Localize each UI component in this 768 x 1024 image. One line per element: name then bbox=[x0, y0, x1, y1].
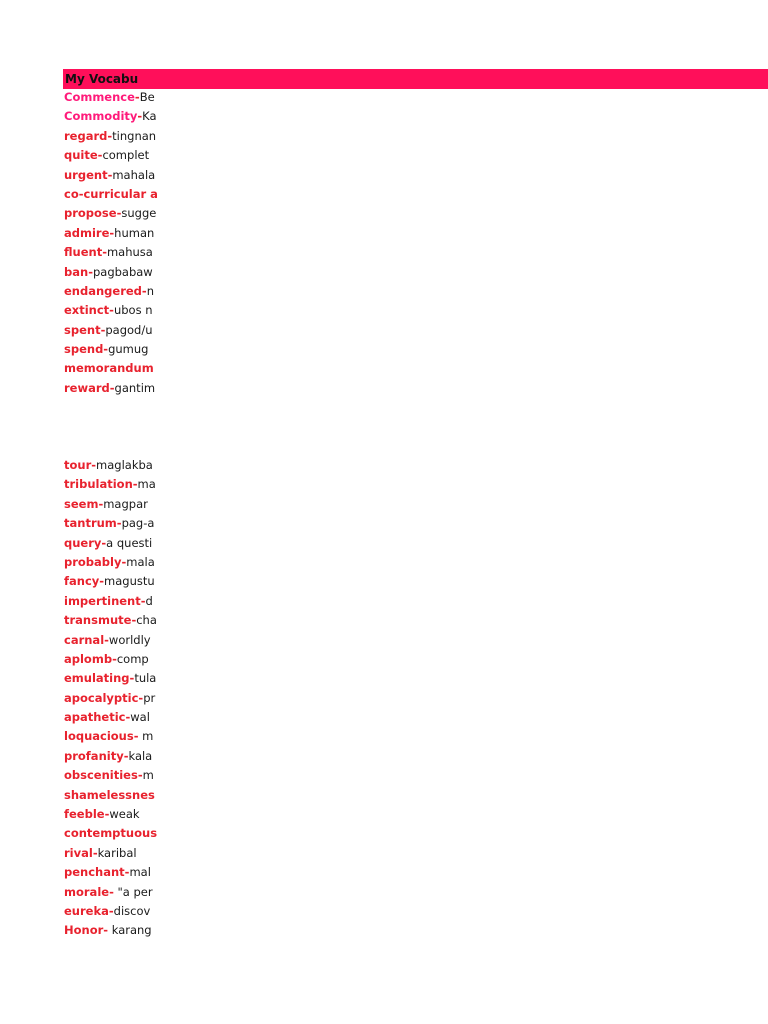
vocab-term: co-curricular a bbox=[64, 186, 158, 201]
vocab-definition: discov bbox=[113, 903, 151, 918]
vocab-entry bbox=[64, 631, 151, 650]
vocab-definition: "a per bbox=[113, 884, 153, 899]
vocab-entry bbox=[64, 766, 154, 785]
vocab-term: query bbox=[64, 535, 102, 550]
vocab-entry bbox=[64, 146, 150, 165]
vocabulary-list-2 bbox=[64, 456, 158, 941]
vocab-separator: - bbox=[137, 768, 143, 783]
vocab-entry bbox=[64, 650, 149, 669]
vocab-term: transmute bbox=[64, 613, 132, 628]
vocab-term: profanity bbox=[64, 748, 124, 763]
vocab-definition: pr bbox=[143, 690, 156, 705]
vocab-entry bbox=[64, 553, 155, 572]
vocab-separator: - bbox=[92, 845, 98, 860]
vocab-definition: gumug bbox=[108, 342, 149, 357]
vocab-separator: - bbox=[98, 496, 104, 511]
vocab-definition: wal bbox=[130, 710, 150, 725]
vocab-definition: n bbox=[146, 283, 154, 298]
vocab-entry bbox=[64, 747, 153, 766]
vocab-definition: d bbox=[145, 593, 153, 608]
vocab-definition: karibal bbox=[97, 845, 137, 860]
vocab-term: endangered bbox=[64, 283, 142, 298]
vocab-term: carnal bbox=[64, 632, 105, 647]
vocab-entry bbox=[64, 611, 157, 630]
vocab-separator: - bbox=[107, 128, 113, 143]
vocab-term: seem bbox=[64, 496, 99, 511]
vocab-entry bbox=[64, 321, 153, 340]
vocab-term: loquacious bbox=[64, 729, 134, 744]
vocab-term: tour bbox=[64, 458, 92, 472]
vocab-separator: - bbox=[137, 109, 143, 124]
vocab-term: Honor bbox=[64, 923, 104, 938]
vocab-definition: maglakba bbox=[96, 458, 153, 472]
vocab-separator: - bbox=[125, 710, 131, 725]
vocab-definition: sugge bbox=[121, 206, 157, 221]
vocab-separator: - bbox=[91, 458, 97, 472]
vocab-term: tantrum bbox=[64, 516, 117, 531]
vocab-term: ban bbox=[64, 264, 89, 279]
vocab-term: eureka bbox=[64, 903, 109, 918]
vocab-separator: - bbox=[121, 554, 127, 569]
vocab-entry bbox=[64, 263, 153, 282]
vocab-separator: - bbox=[109, 380, 115, 395]
vocab-entry bbox=[64, 669, 157, 688]
vocab-separator: - bbox=[88, 264, 93, 279]
vocab-entry bbox=[64, 689, 156, 708]
vocab-separator: - bbox=[103, 342, 109, 357]
vocab-entry bbox=[64, 786, 155, 805]
vocab-term: probably bbox=[64, 554, 122, 569]
vocab-term: apathetic bbox=[64, 710, 126, 725]
vocab-definition: magpar bbox=[103, 496, 148, 511]
vocab-separator: - bbox=[107, 167, 113, 182]
vocab-definition: human bbox=[114, 225, 155, 240]
vocab-definition: m bbox=[138, 729, 154, 744]
vocab-definition: a questi bbox=[106, 535, 153, 550]
vocab-definition: mahala bbox=[112, 167, 156, 182]
vocab-term: feeble bbox=[64, 807, 105, 822]
vocab-separator: - bbox=[129, 671, 135, 686]
vocab-separator: - bbox=[134, 90, 140, 104]
vocab-entry bbox=[64, 534, 153, 553]
vocab-entry bbox=[64, 824, 158, 843]
vocab-entry bbox=[64, 379, 156, 398]
vocab-definition: mala bbox=[126, 554, 155, 569]
vocab-definition: gantim bbox=[114, 380, 156, 395]
vocab-separator: - bbox=[124, 865, 130, 880]
vocab-entry bbox=[64, 863, 151, 882]
vocab-separator: - bbox=[109, 303, 114, 318]
vocab-definition: tingnan bbox=[112, 128, 157, 143]
vocab-term: regard bbox=[64, 128, 108, 143]
vocab-definition: m bbox=[142, 768, 154, 783]
vocab-term: tribulation bbox=[64, 477, 133, 492]
vocab-entry bbox=[64, 572, 155, 591]
vocab-entry bbox=[64, 127, 157, 146]
vocab-entry bbox=[64, 301, 153, 320]
vocab-entry bbox=[64, 204, 157, 223]
vocab-separator: - bbox=[123, 748, 129, 763]
vocab-definition: karang bbox=[108, 923, 152, 938]
vocab-term: fancy bbox=[64, 574, 100, 589]
vocab-definition: pagod/u bbox=[105, 322, 153, 337]
vocab-term: aplomb bbox=[64, 651, 113, 666]
vocab-entry bbox=[64, 805, 143, 824]
vocab-separator: - bbox=[102, 245, 107, 260]
vocab-definition: comp bbox=[116, 651, 149, 666]
vocab-separator: - bbox=[141, 283, 147, 298]
vocab-term: reward bbox=[64, 380, 110, 395]
vocab-term: apocalyptic bbox=[64, 690, 139, 705]
vocab-definition: ma bbox=[137, 477, 156, 492]
vocab-entry bbox=[64, 921, 152, 940]
vocab-term: quite bbox=[64, 148, 98, 163]
vocab-separator: - bbox=[140, 593, 146, 608]
vocab-entry bbox=[64, 243, 153, 262]
vocab-term: propose bbox=[64, 206, 117, 221]
vocab-separator: - bbox=[108, 903, 114, 918]
vocab-entry bbox=[64, 708, 150, 727]
vocab-entry bbox=[64, 883, 153, 902]
vocab-separator: - bbox=[112, 651, 117, 666]
vocab-definition: complet bbox=[102, 148, 150, 163]
vocab-separator: - bbox=[116, 516, 122, 531]
vocab-separator: - bbox=[99, 574, 105, 589]
vocab-separator: - bbox=[109, 225, 115, 240]
vocab-definition: pag-a bbox=[121, 516, 155, 531]
vocab-separator: - bbox=[101, 535, 107, 550]
vocab-definition: mal bbox=[129, 865, 151, 880]
vocab-separator: - bbox=[100, 322, 106, 337]
vocab-term: fluent bbox=[64, 245, 103, 260]
vocab-term: impertinent bbox=[64, 593, 141, 608]
vocab-definition: pagbabaw bbox=[92, 264, 153, 279]
vocab-term: penchant bbox=[64, 865, 125, 880]
vocab-term: extinct bbox=[64, 303, 110, 318]
vocab-entry bbox=[64, 475, 156, 494]
vocab-term: morale bbox=[64, 884, 110, 899]
vocab-entry bbox=[64, 107, 157, 126]
vocab-entry bbox=[64, 185, 158, 204]
vocab-entry bbox=[64, 340, 149, 359]
vocab-definition: Ka bbox=[142, 109, 157, 124]
vocab-definition: weak bbox=[109, 807, 140, 822]
vocabulary-list-1 bbox=[64, 88, 158, 398]
vocab-separator: - bbox=[97, 148, 103, 163]
vocab-entry bbox=[64, 88, 155, 107]
vocab-entry bbox=[64, 166, 156, 185]
page-title: My Vocabu bbox=[65, 72, 139, 86]
vocab-entry bbox=[64, 224, 155, 243]
vocab-entry bbox=[64, 902, 151, 921]
vocab-entry bbox=[64, 592, 153, 611]
vocab-definition: Be bbox=[139, 90, 155, 104]
vocab-entry bbox=[64, 456, 153, 475]
vocab-entry bbox=[64, 359, 154, 378]
vocab-term: Commence bbox=[64, 90, 135, 104]
vocab-separator: - bbox=[104, 807, 110, 822]
vocab-definition: kala bbox=[128, 748, 153, 763]
vocab-term: rival bbox=[64, 845, 93, 860]
vocab-separator: - bbox=[116, 206, 122, 221]
vocab-term: urgent bbox=[64, 167, 108, 182]
vocab-definition: magustu bbox=[104, 574, 155, 589]
vocab-term: memorandum bbox=[64, 361, 154, 376]
vocab-term: emulating bbox=[64, 671, 130, 686]
vocab-definition: mahusa bbox=[106, 245, 153, 260]
vocab-term: Commodity bbox=[64, 109, 138, 124]
vocab-entry bbox=[64, 727, 154, 746]
vocab-definition: worldly bbox=[108, 632, 151, 647]
vocab-term: contemptuous bbox=[64, 826, 158, 841]
vocab-definition: cha bbox=[136, 613, 157, 628]
vocab-definition: tula bbox=[134, 671, 157, 686]
vocab-term: obscenities bbox=[64, 768, 138, 783]
vocab-term: shamelessnes bbox=[64, 787, 155, 802]
vocab-term: spent bbox=[64, 322, 101, 337]
vocab-definition: ubos n bbox=[113, 303, 153, 318]
vocab-entry bbox=[64, 844, 143, 863]
vocab-term: admire bbox=[64, 225, 110, 240]
vocab-entry bbox=[64, 282, 154, 301]
vocab-separator: - bbox=[131, 613, 137, 628]
vocab-entry bbox=[64, 495, 148, 514]
vocab-separator: - bbox=[133, 729, 139, 744]
vocab-separator: - bbox=[104, 632, 109, 647]
vocab-separator: - bbox=[103, 923, 109, 938]
vocab-term: spend bbox=[64, 342, 104, 357]
vocab-separator: - bbox=[132, 477, 138, 492]
vocab-separator: - bbox=[109, 884, 114, 899]
vocab-entry bbox=[64, 514, 155, 533]
header-bar bbox=[63, 69, 768, 89]
vocab-separator: - bbox=[138, 690, 144, 705]
